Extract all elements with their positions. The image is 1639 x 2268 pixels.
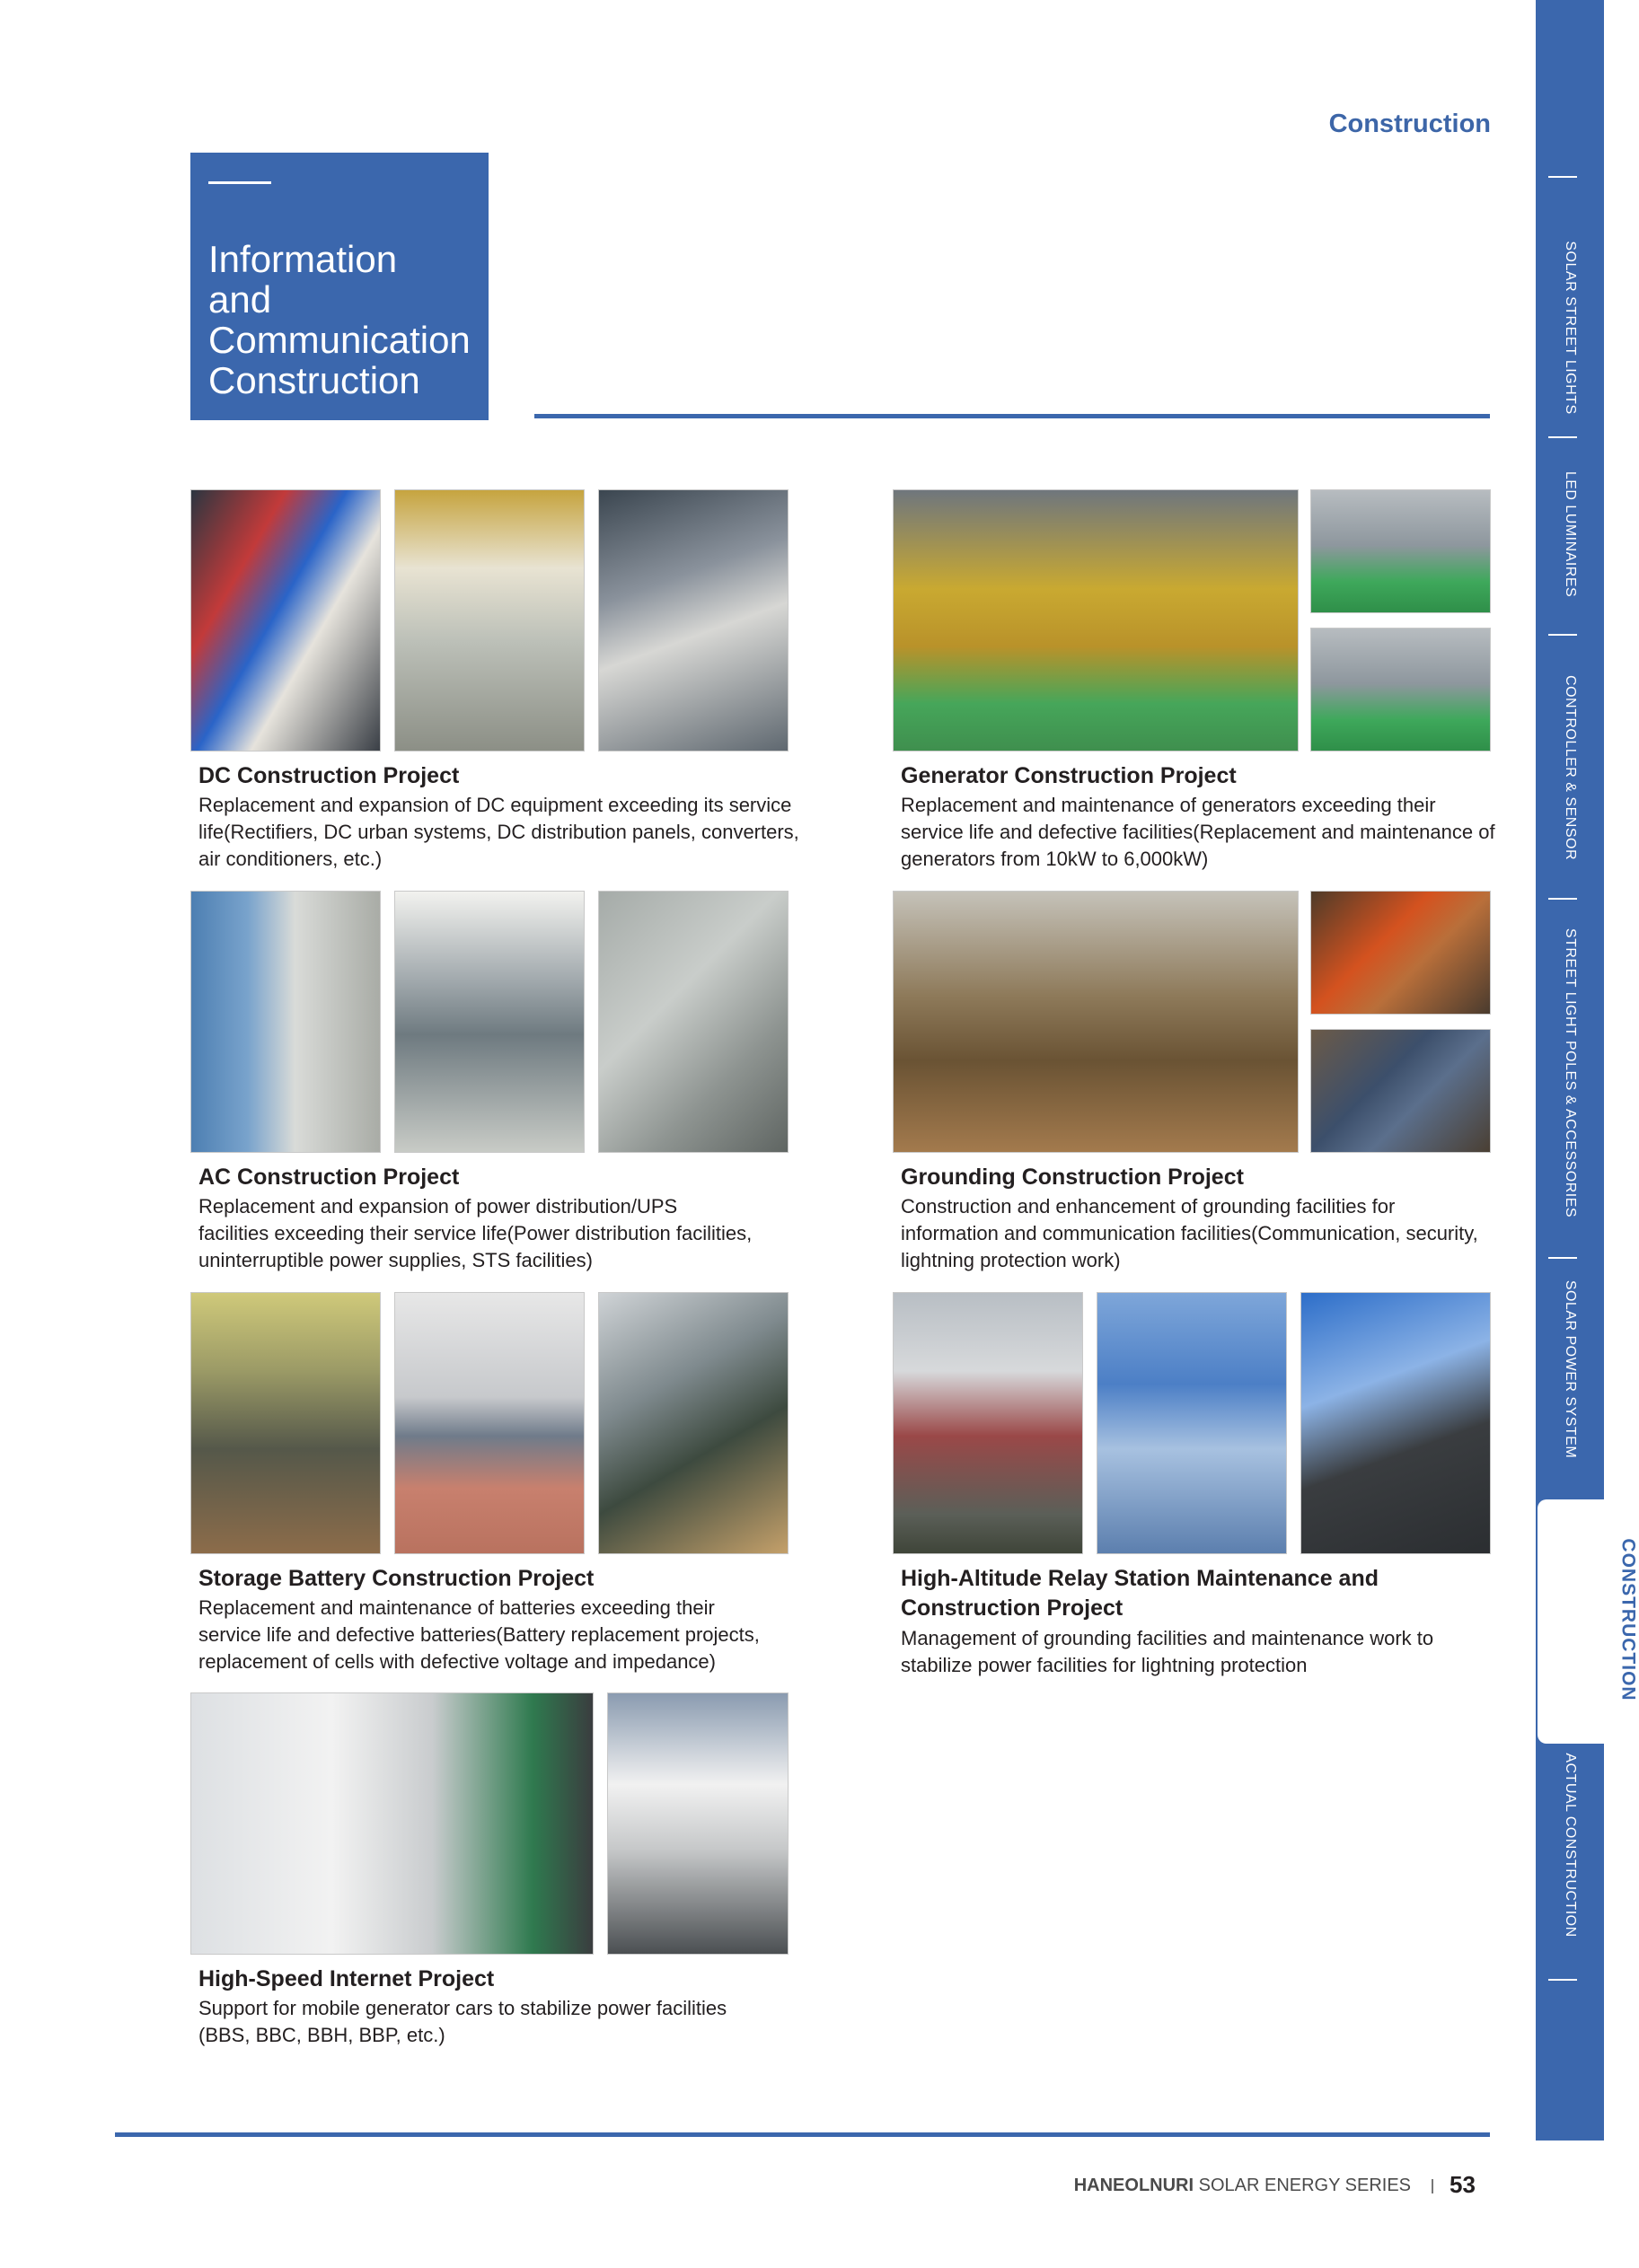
grounding-photo-excavator — [1310, 891, 1491, 1015]
sidebar-active-tab[interactable] — [1538, 1499, 1604, 1744]
section-title-line: and — [208, 278, 272, 321]
battery-photo-workers — [598, 1292, 789, 1554]
section-title-line: Construction — [208, 359, 420, 401]
sidebar-divider — [1548, 176, 1577, 178]
sidebar-divider — [1548, 436, 1577, 438]
battery-photo-racks — [190, 1292, 381, 1554]
dc-project-title: DC Construction Project — [198, 763, 460, 788]
grounding-photo-excavation — [893, 891, 1299, 1153]
title-dash — [208, 181, 271, 184]
generator-photo-duct — [1310, 489, 1491, 613]
dc-photo-cabling — [598, 489, 789, 752]
battery-project-title: Storage Battery Construction Project — [198, 1566, 595, 1591]
relay-photo-tower-dark — [1300, 1292, 1491, 1554]
internet-project-desc: Support for mobile generator cars to stabilize power facilities (BBS, BBC, BBH, BBP, etc.) — [198, 1997, 727, 2046]
section-title-line: Communication — [208, 319, 471, 361]
battery-project-desc: Replacement and maintenance of batteries exceeding their service life and defective batteries(Battery replacement projects, replacement of cells with defective voltage and impedance) — [198, 1596, 760, 1673]
sidebar-item-street-light-poles[interactable]: STREET LIGHT POLES & ACCESSORIES — [1563, 927, 1578, 1218]
footer-rule — [115, 2132, 1490, 2137]
sidebar-item-construction[interactable]: CONSTRUCTION — [1617, 1538, 1639, 1701]
section-title — [208, 239, 478, 400]
footer-brand-bold: HANEOLNURI — [1073, 2176, 1194, 2195]
dc-project-desc: Replacement and expansion of DC equipment exceeding its service life(Rectifiers, DC urban systems, DC distribution panels, converters, air conditioners, etc.) — [198, 794, 799, 870]
internet-project-title: High-Speed Internet Project — [198, 1966, 495, 1991]
internet-photo-server-room — [190, 1692, 594, 1955]
generator-project-desc: Replacement and maintenance of generators exceeding their service life and defective facilities(Replacement and maintenance of generators from 10kW to 6,000kW) — [901, 794, 1495, 870]
section-title-line: Information — [208, 238, 398, 280]
footer-brand-rest: SOLAR ENERGY SERIES — [1194, 2176, 1411, 2195]
generator-project-title: Generator Construction Project — [901, 763, 1237, 788]
ac-project-title: AC Construction Project — [198, 1165, 460, 1190]
relay-project-desc: Management of grounding facilities and maintenance work to stabilize power facilities for lightning protection — [901, 1627, 1434, 1676]
section-label: Construction — [1328, 110, 1491, 138]
footer-brand — [988, 2176, 1411, 2196]
ac-photo-hall — [394, 891, 585, 1153]
sidebar-item-solar-power-system[interactable]: SOLAR POWER SYSTEM — [1563, 1279, 1578, 1459]
generator-photo-unit — [1310, 628, 1491, 752]
header-rule — [534, 414, 1490, 418]
relay-project-title: High-Altitude Relay Station Maintenance and Construction Project — [901, 1566, 1379, 1621]
grounding-project-title: Grounding Construction Project — [901, 1165, 1244, 1190]
page-number: 53 — [1450, 2171, 1476, 2198]
dc-photo-busbar — [190, 489, 381, 752]
ac-photo-control-panel — [598, 891, 789, 1153]
generator-photo-main — [893, 489, 1299, 752]
sidebar-item-actual-construction[interactable]: ACTUAL CONSTRUCTION — [1563, 1753, 1578, 1938]
sidebar-item-solar-street-lights[interactable]: SOLAR STREET LIGHTS — [1563, 241, 1578, 415]
grounding-photo-trench — [1310, 1029, 1491, 1153]
internet-photo-generator-car — [607, 1692, 789, 1955]
battery-photo-cells — [394, 1292, 585, 1554]
ac-project-desc: Replacement and expansion of power distribution/UPS facilities exceeding their service life(Power distribution facilities, uninterruptible power supplies, STS facilities) — [198, 1195, 753, 1271]
grounding-project-desc: Construction and enhancement of grounding facilities for information and communication facilities(Communication, security, lightning protection work) — [901, 1195, 1478, 1271]
sidebar-divider — [1548, 1257, 1577, 1259]
section-title-box — [190, 153, 489, 420]
sidebar-divider — [1548, 1979, 1577, 1981]
sidebar-divider — [1548, 634, 1577, 636]
sidebar-divider — [1548, 898, 1577, 900]
dc-photo-equipment-room — [394, 489, 585, 752]
ac-photo-corridor — [190, 891, 381, 1153]
sidebar-item-controller-sensor[interactable]: CONTROLLER & SENSOR — [1563, 675, 1578, 860]
relay-photo-tower-sky — [1097, 1292, 1287, 1554]
footer-separator — [1432, 2179, 1433, 2193]
sidebar-item-led-luminaires[interactable]: LED LUMINAIRES — [1563, 470, 1578, 598]
sidebar-nav — [1536, 0, 1604, 2141]
relay-photo-tower-red — [893, 1292, 1083, 1554]
